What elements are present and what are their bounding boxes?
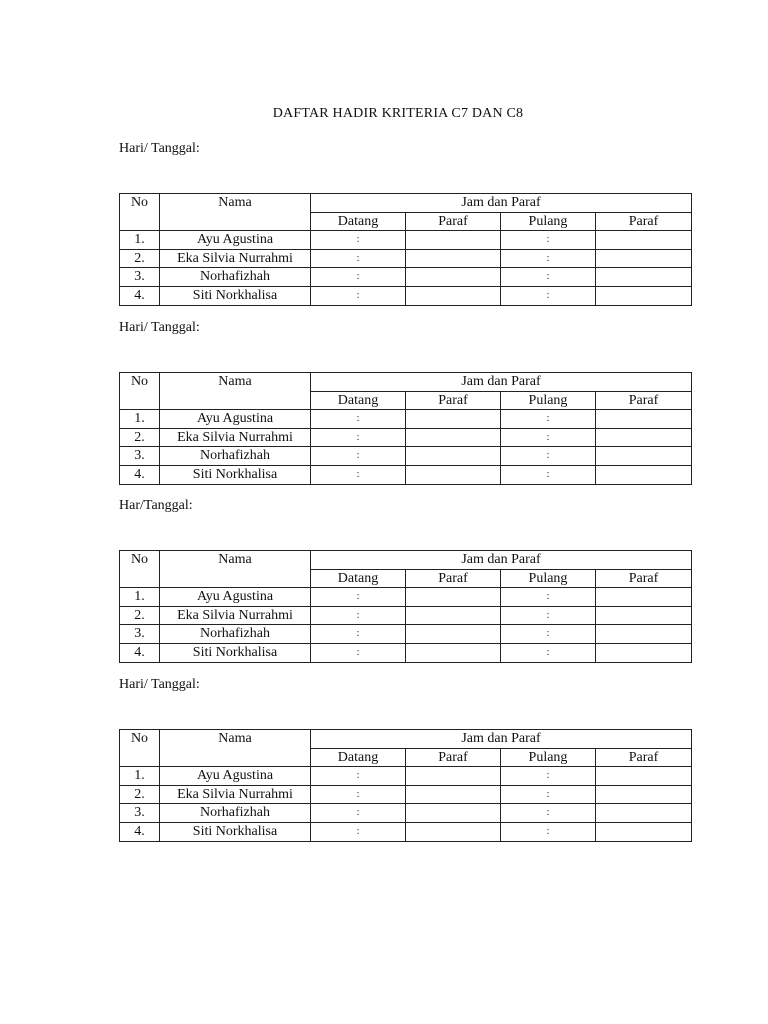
row-name: Norhafizhah: [160, 447, 311, 466]
header-pulang: Pulang: [501, 212, 596, 231]
row-name: Eka Silvia Nurrahmi: [160, 428, 311, 447]
header-jam-dan-paraf: Jam dan Paraf: [311, 194, 692, 213]
datang-time-cell: :: [311, 785, 406, 804]
table-row: [120, 785, 692, 804]
datang-time-cell: :: [311, 410, 406, 429]
datang-time-cell: :: [311, 767, 406, 786]
header-nama: Nama: [160, 730, 311, 767]
table-row: [120, 249, 692, 268]
row-number: 1.: [120, 410, 160, 429]
table-row: [120, 822, 692, 841]
header-no: No: [120, 373, 160, 410]
row-name: Ayu Agustina: [160, 410, 311, 429]
row-number: 4.: [120, 465, 160, 484]
table-row: [120, 588, 692, 607]
row-name: Siti Norkhalisa: [160, 286, 311, 305]
attendance-table: [119, 193, 692, 306]
row-name: Ayu Agustina: [160, 767, 311, 786]
paraf-datang-cell: [406, 286, 501, 305]
header-no: No: [120, 730, 160, 767]
header-paraf-pulang: Paraf: [596, 748, 692, 767]
paraf-datang-cell: [406, 447, 501, 466]
row-name: Norhafizhah: [160, 804, 311, 823]
paraf-pulang-cell: [596, 231, 692, 250]
header-datang: Datang: [311, 212, 406, 231]
datang-time-cell: :: [311, 268, 406, 287]
pulang-time-cell: :: [501, 588, 596, 607]
row-name: Norhafizhah: [160, 268, 311, 287]
paraf-datang-cell: [406, 428, 501, 447]
pulang-time-cell: :: [501, 465, 596, 484]
datang-time-cell: :: [311, 804, 406, 823]
paraf-pulang-cell: [596, 249, 692, 268]
paraf-datang-cell: [406, 465, 501, 484]
pulang-time-cell: :: [501, 804, 596, 823]
row-name: Eka Silvia Nurrahmi: [160, 606, 311, 625]
header-jam-dan-paraf: Jam dan Paraf: [311, 730, 692, 749]
paraf-pulang-cell: [596, 804, 692, 823]
header-pulang: Pulang: [501, 391, 596, 410]
pulang-time-cell: :: [501, 249, 596, 268]
row-number: 1.: [120, 588, 160, 607]
header-nama: Nama: [160, 551, 311, 588]
paraf-datang-cell: [406, 785, 501, 804]
paraf-datang-cell: [406, 767, 501, 786]
row-number: 2.: [120, 785, 160, 804]
header-pulang: Pulang: [501, 748, 596, 767]
pulang-time-cell: :: [501, 410, 596, 429]
paraf-pulang-cell: [596, 428, 692, 447]
paraf-datang-cell: [406, 249, 501, 268]
pulang-time-cell: :: [501, 767, 596, 786]
datang-time-cell: :: [311, 643, 406, 662]
datang-time-cell: :: [311, 231, 406, 250]
datang-time-cell: :: [311, 465, 406, 484]
row-number: 2.: [120, 606, 160, 625]
row-name: Eka Silvia Nurrahmi: [160, 785, 311, 804]
header-datang: Datang: [311, 748, 406, 767]
header-jam-dan-paraf: Jam dan Paraf: [311, 373, 692, 392]
datang-time-cell: :: [311, 606, 406, 625]
pulang-time-cell: :: [501, 822, 596, 841]
row-name: Siti Norkhalisa: [160, 465, 311, 484]
paraf-pulang-cell: [596, 625, 692, 644]
datang-time-cell: :: [311, 588, 406, 607]
row-name: Siti Norkhalisa: [160, 822, 311, 841]
table-row: [120, 625, 692, 644]
paraf-datang-cell: [406, 606, 501, 625]
document-title: DAFTAR HADIR KRITERIA C7 DAN C8: [272, 106, 524, 121]
header-datang: Datang: [311, 391, 406, 410]
header-jam-dan-paraf: Jam dan Paraf: [311, 551, 692, 570]
paraf-pulang-cell: [596, 767, 692, 786]
table-row: [120, 447, 692, 466]
paraf-pulang-cell: [596, 643, 692, 662]
datang-time-cell: :: [311, 428, 406, 447]
section-date-label: Hari/ Tanggal:: [119, 320, 200, 335]
header-paraf-datang: Paraf: [406, 212, 501, 231]
section-date-label: Hari/ Tanggal:: [119, 677, 200, 692]
header-paraf-pulang: Paraf: [596, 569, 692, 588]
header-paraf-datang: Paraf: [406, 391, 501, 410]
pulang-time-cell: :: [501, 286, 596, 305]
table-row: [120, 804, 692, 823]
row-name: Eka Silvia Nurrahmi: [160, 249, 311, 268]
paraf-pulang-cell: [596, 268, 692, 287]
datang-time-cell: :: [311, 447, 406, 466]
table-row: [120, 428, 692, 447]
table-row: [120, 410, 692, 429]
row-number: 1.: [120, 767, 160, 786]
table-row: [120, 465, 692, 484]
row-number: 3.: [120, 804, 160, 823]
row-number: 2.: [120, 249, 160, 268]
row-number: 3.: [120, 268, 160, 287]
table-row: [120, 268, 692, 287]
header-pulang: Pulang: [501, 569, 596, 588]
header-datang: Datang: [311, 569, 406, 588]
pulang-time-cell: :: [501, 447, 596, 466]
pulang-time-cell: :: [501, 785, 596, 804]
header-nama: Nama: [160, 194, 311, 231]
section-date-label: Hari/ Tanggal:: [119, 141, 200, 156]
pulang-time-cell: :: [501, 268, 596, 287]
header-paraf-pulang: Paraf: [596, 391, 692, 410]
table-row: [120, 606, 692, 625]
paraf-pulang-cell: [596, 447, 692, 466]
header-no: No: [120, 194, 160, 231]
paraf-datang-cell: [406, 643, 501, 662]
attendance-table: [119, 550, 692, 663]
paraf-datang-cell: [406, 822, 501, 841]
datang-time-cell: :: [311, 625, 406, 644]
paraf-datang-cell: [406, 804, 501, 823]
row-number: 4.: [120, 643, 160, 662]
row-name: Norhafizhah: [160, 625, 311, 644]
paraf-datang-cell: [406, 410, 501, 429]
datang-time-cell: :: [311, 249, 406, 268]
paraf-pulang-cell: [596, 588, 692, 607]
paraf-pulang-cell: [596, 286, 692, 305]
row-number: 1.: [120, 231, 160, 250]
row-name: Ayu Agustina: [160, 231, 311, 250]
row-number: 4.: [120, 286, 160, 305]
row-name: Ayu Agustina: [160, 588, 311, 607]
header-no: No: [120, 551, 160, 588]
header-paraf-datang: Paraf: [406, 569, 501, 588]
paraf-pulang-cell: [596, 465, 692, 484]
paraf-pulang-cell: [596, 785, 692, 804]
datang-time-cell: :: [311, 822, 406, 841]
paraf-datang-cell: [406, 231, 501, 250]
paraf-datang-cell: [406, 268, 501, 287]
row-number: 3.: [120, 447, 160, 466]
row-name: Siti Norkhalisa: [160, 643, 311, 662]
datang-time-cell: :: [311, 286, 406, 305]
pulang-time-cell: :: [501, 643, 596, 662]
paraf-pulang-cell: [596, 410, 692, 429]
row-number: 3.: [120, 625, 160, 644]
paraf-pulang-cell: [596, 606, 692, 625]
header-nama: Nama: [160, 373, 311, 410]
pulang-time-cell: :: [501, 231, 596, 250]
table-row: [120, 643, 692, 662]
section-date-label: Har/Tanggal:: [119, 498, 193, 513]
attendance-table: [119, 372, 692, 485]
paraf-datang-cell: [406, 625, 501, 644]
pulang-time-cell: :: [501, 606, 596, 625]
paraf-pulang-cell: [596, 822, 692, 841]
pulang-time-cell: :: [501, 428, 596, 447]
pulang-time-cell: :: [501, 625, 596, 644]
table-row: [120, 231, 692, 250]
row-number: 4.: [120, 822, 160, 841]
header-paraf-pulang: Paraf: [596, 212, 692, 231]
table-row: [120, 767, 692, 786]
row-number: 2.: [120, 428, 160, 447]
table-row: [120, 286, 692, 305]
attendance-table: [119, 729, 692, 842]
paraf-datang-cell: [406, 588, 501, 607]
header-paraf-datang: Paraf: [406, 748, 501, 767]
